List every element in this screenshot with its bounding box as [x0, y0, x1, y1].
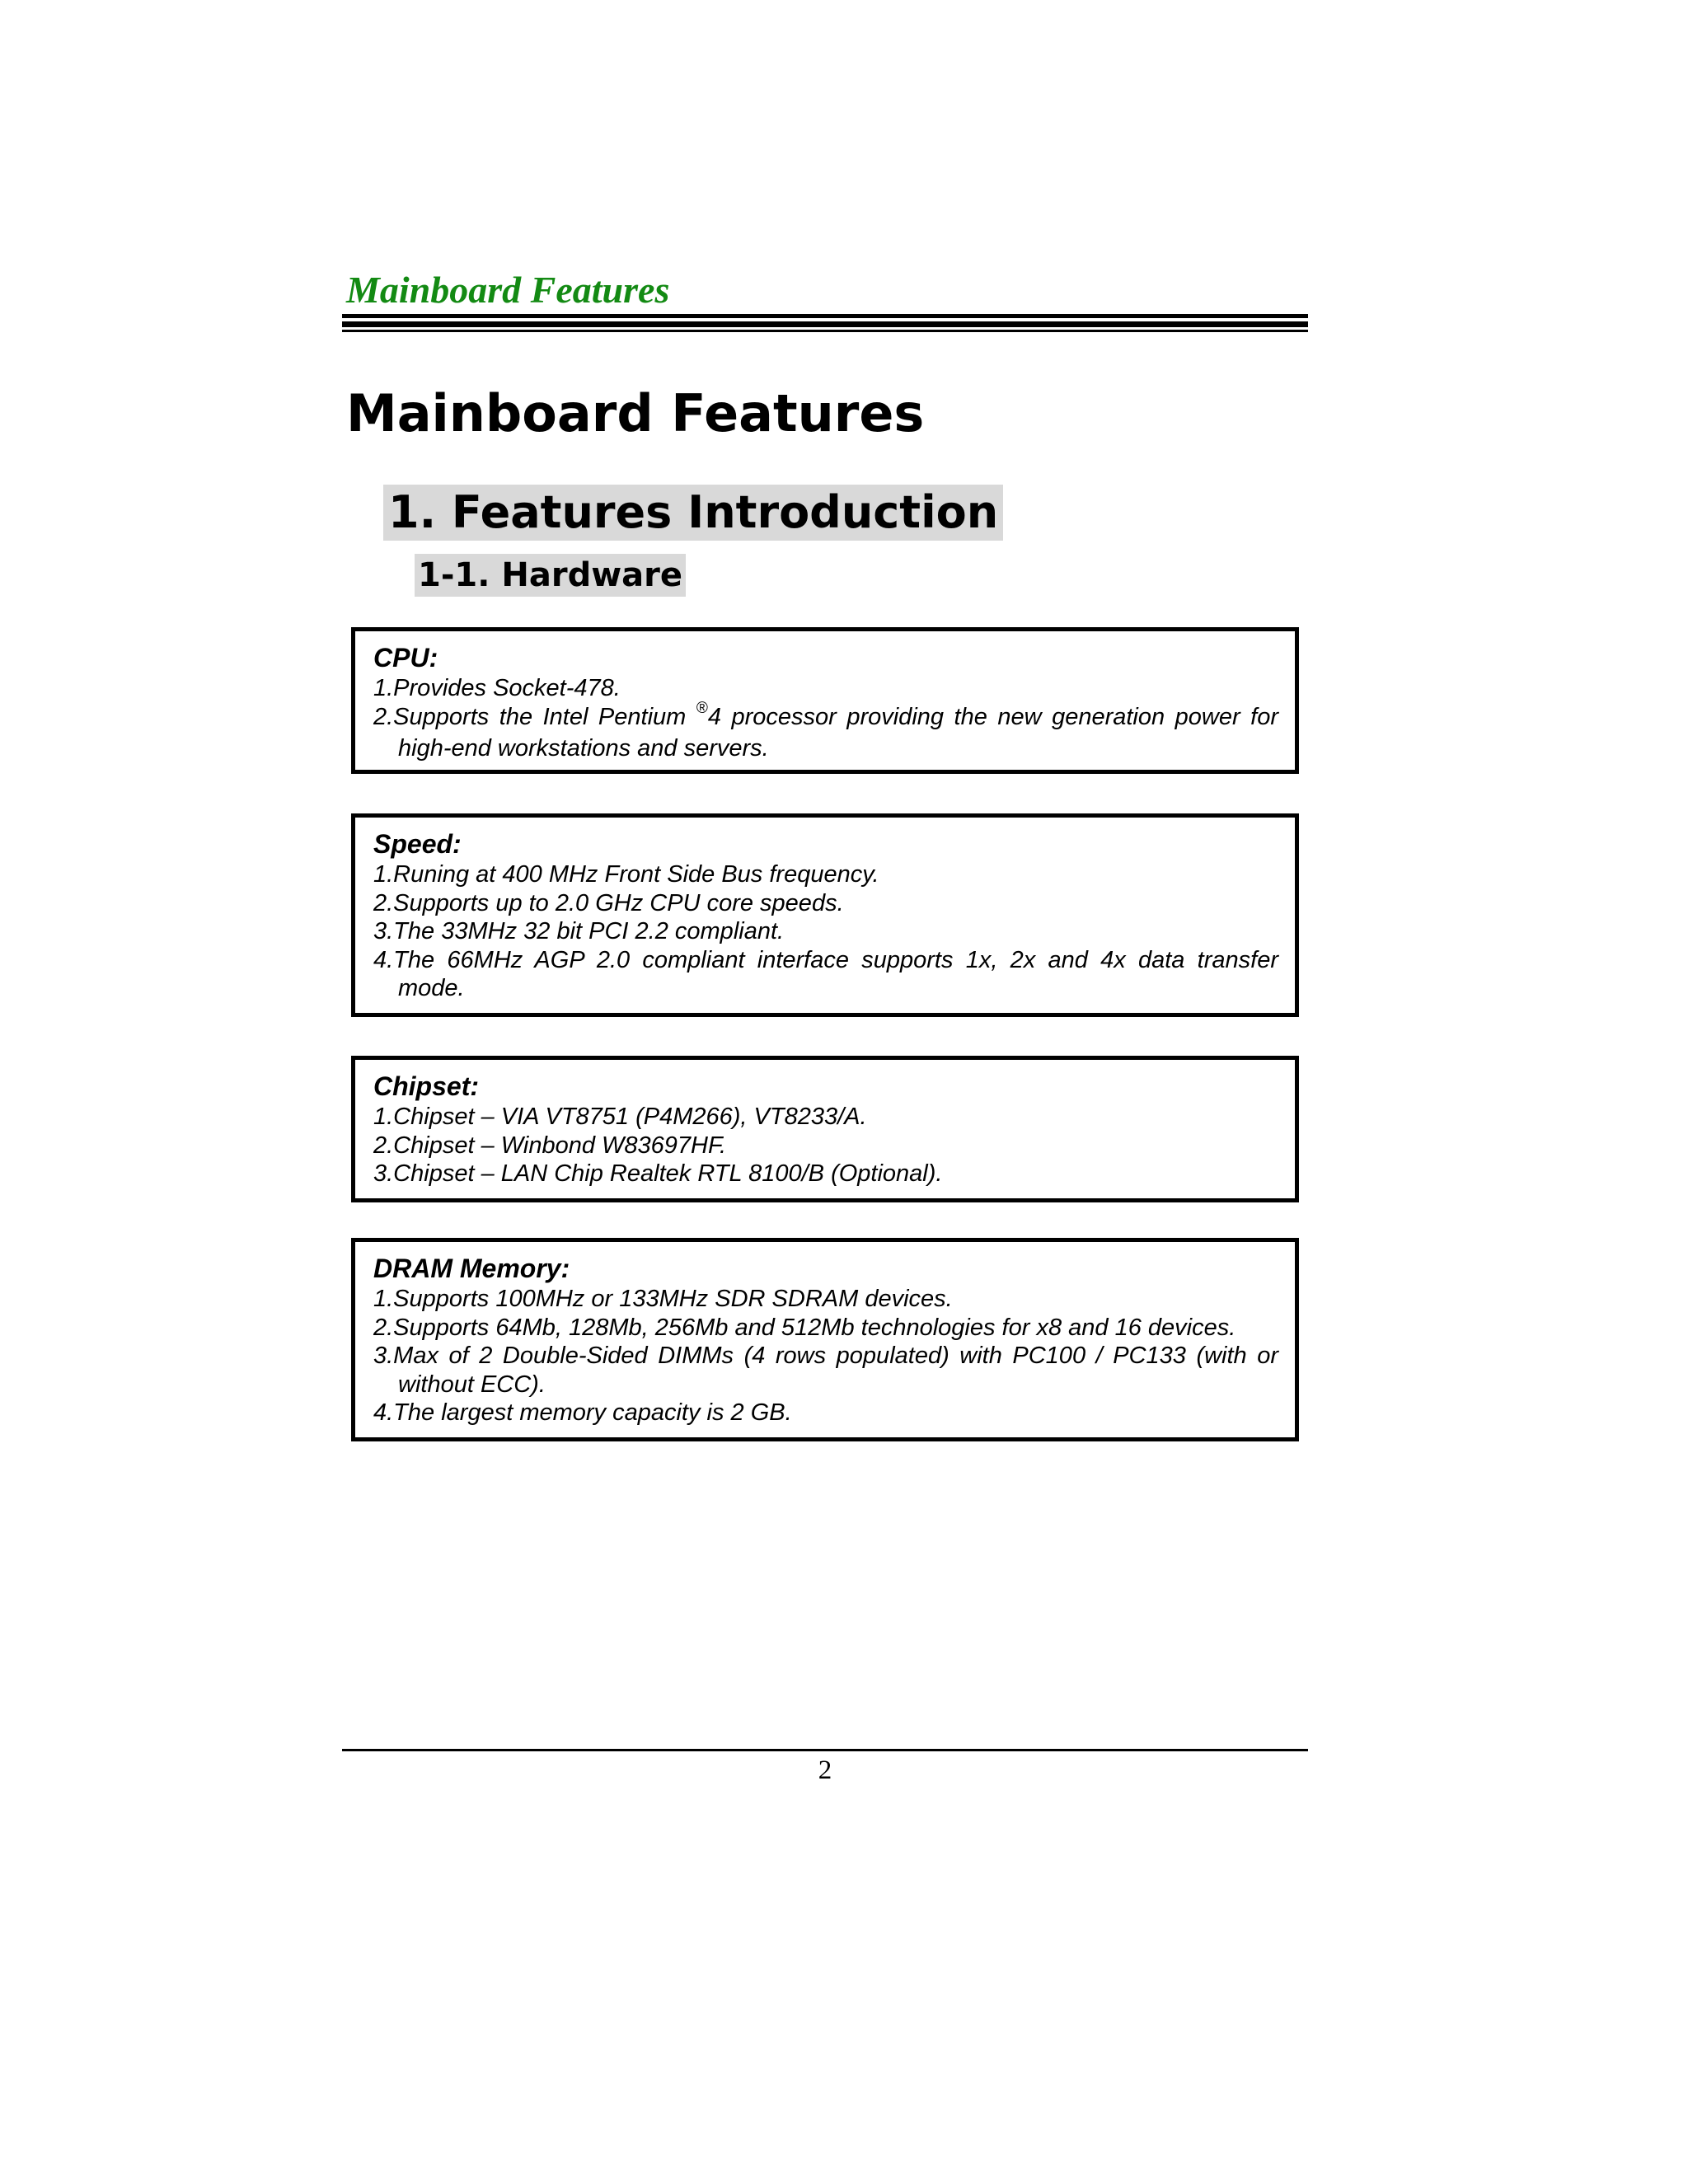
header-rule-thick	[342, 321, 1308, 327]
chipset-box-title: Chipset:	[373, 1071, 479, 1101]
speed-item-3: 3.The 33MHz 32 bit PCI 2.2 compliant.	[373, 918, 785, 944]
chipset-item-2: 2.Chipset – Winbond W83697HF.	[373, 1132, 727, 1159]
dram-item-3: 3.Max of 2 Double-Sided DIMMs (4 rows populated) with PC100 / PC133 (with or without ECC).	[373, 1343, 1278, 1398]
running-header-title: Mainboard Features	[346, 269, 670, 311]
dram-item-1: 1.Supports 100MHz or 133MHz SDR SDRAM devices.	[373, 1286, 953, 1312]
subsection-title: 1-1. Hardware	[415, 554, 686, 597]
speed-item-4: 4.The 66MHz AGP 2.0 compliant interface supports 1x, 2x and 4x data transfer mode.	[373, 946, 1278, 1001]
cpu-item-2	[373, 699, 1278, 763]
chipset-feature-box	[351, 1056, 1299, 1202]
dram-box-title: DRAM Memory:	[373, 1254, 570, 1283]
registered-mark: ®	[696, 699, 708, 717]
section-title: 1. Features Introduction	[383, 485, 1003, 541]
footer-rule	[342, 1749, 1308, 1751]
page-number: 2	[818, 1755, 832, 1785]
dram-item-4: 4.The largest memory capacity is 2 GB.	[373, 1399, 792, 1426]
dram-item-2: 2.Supports 64Mb, 128Mb, 256Mb and 512Mb technologies for x8 and 16 devices.	[373, 1314, 1236, 1341]
cpu-feature-box	[351, 627, 1299, 774]
speed-item-1: 1.Runing at 400 MHz Front Side Bus frequency.	[373, 861, 879, 888]
speed-item-2: 2.Supports up to 2.0 GHz CPU core speeds.	[373, 889, 844, 916]
cpu-item-1: 1.Provides Socket-478.	[373, 675, 621, 701]
header-rule-thin-top	[342, 314, 1308, 318]
header-rule-thin-bottom	[342, 330, 1308, 332]
cpu-box-title: CPU:	[373, 643, 438, 673]
speed-box-title: Speed:	[373, 829, 462, 859]
dram-feature-box	[351, 1238, 1299, 1441]
chipset-item-1: 1.Chipset – VIA VT8751 (P4M266), VT8233/A.	[373, 1104, 867, 1130]
chipset-item-3: 3.Chipset – LAN Chip Realtek RTL 8100/B (Optional).	[373, 1160, 943, 1187]
cpu-item-2-text-a: 2.Supports the Intel Pentium	[373, 703, 687, 730]
speed-feature-box	[351, 813, 1299, 1017]
cpu-item-2-text-b: 4 processor providing the new generation power for high-end workstations and servers.	[398, 703, 1278, 762]
page-title: Mainboard Features	[346, 383, 925, 443]
